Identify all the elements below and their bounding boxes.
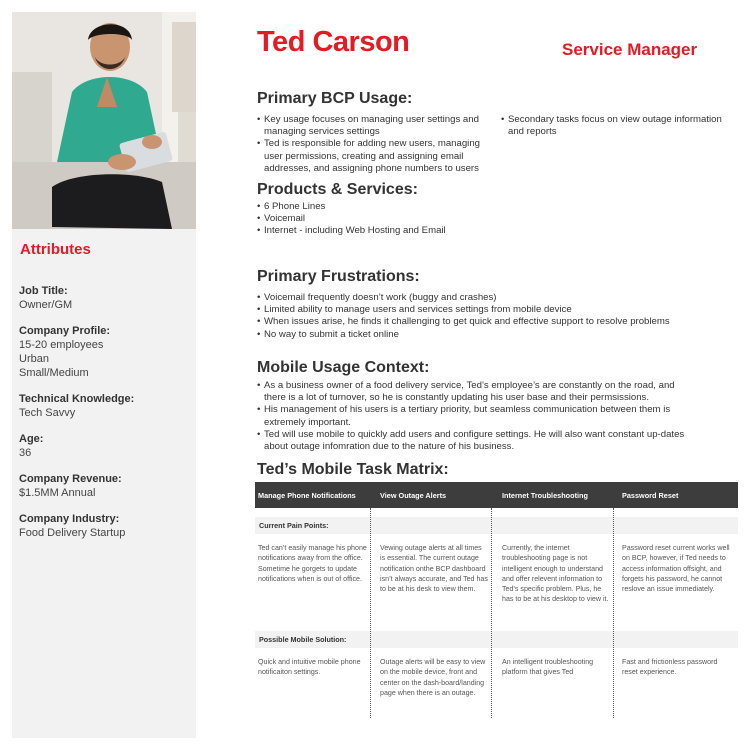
pain-points-row xyxy=(255,543,738,629)
attribute-label: Technical Knowledge: xyxy=(19,393,135,405)
list-item: • Voicemail xyxy=(257,213,727,225)
attribute-value: Urban xyxy=(19,353,49,365)
list-item: • As a business owner of a food delivery service, Ted’s employee’s are constantly on the road, and there is a lot of turnover, so he is constantly updating his user base and their permsissions. xyxy=(257,380,693,404)
frustrations-list xyxy=(257,292,737,341)
table-cell: Password reset current works well on BCP, however, if Ted needs to access information offsight, and forgets his password, he cannot reslove an issue immediately. xyxy=(622,544,730,594)
persona-photo xyxy=(12,12,196,229)
list-item: • No way to submit a ticket online xyxy=(257,329,737,341)
attribute-value: Owner/GM xyxy=(19,299,73,311)
attribute-job-title xyxy=(19,284,193,312)
task-matrix xyxy=(255,482,738,698)
table-cell: An intelligent troubleshooting platform that gives Ted xyxy=(502,658,594,677)
list-item: • Limited ability to manage users and services settings from mobile device xyxy=(257,304,737,316)
list-item: • Secondary tasks focus on view outage information and reports xyxy=(501,114,737,138)
attribute-age xyxy=(19,432,193,460)
products-heading: Products & Services: xyxy=(257,181,418,198)
table-cell: Quick and intuitive mobile phone notificaiton settings. xyxy=(258,658,361,677)
attribute-value: Small/Medium xyxy=(19,367,89,379)
column-divider xyxy=(370,508,371,718)
matrix-header-row xyxy=(255,482,738,508)
solution-label: Possible Mobile Solution: xyxy=(255,631,738,648)
list-item: • When issues arise, he finds it challenging to get quick and effective support to resolve problems xyxy=(257,316,737,328)
attribute-label: Job Title: xyxy=(19,285,68,297)
list-item: • Key usage focuses on managing user settings and managing services settings xyxy=(257,114,497,138)
matrix-heading: Ted’s Mobile Task Matrix: xyxy=(257,461,449,478)
column-divider xyxy=(491,508,492,718)
attribute-value: $1.5MM Annual xyxy=(19,487,96,499)
attribute-value: Tech Savvy xyxy=(19,407,76,419)
table-cell: Ted can’t easily manage his phone notifications away from the office. Sometime he gorgets to update notifications when is out of office. xyxy=(258,544,367,583)
list-item: • Internet - including Web Hosting and Email xyxy=(257,225,727,237)
attribute-company-revenue xyxy=(19,472,193,500)
list-item: • 6 Phone Lines xyxy=(257,201,727,213)
frustrations-heading: Primary Frustrations: xyxy=(257,268,420,285)
sidebar xyxy=(12,12,196,738)
attribute-label: Company Industry: xyxy=(19,513,120,525)
bcp-usage-list-right xyxy=(501,114,737,138)
attribute-value: 15-20 employees xyxy=(19,339,104,351)
attribute-value: 36 xyxy=(19,447,32,459)
column-divider xyxy=(613,508,614,718)
matrix-column-header: View Outage Alerts xyxy=(380,490,447,500)
mobile-context-heading: Mobile Usage Context: xyxy=(257,359,430,376)
attribute-value: Food Delivery Startup xyxy=(19,527,126,539)
matrix-column-header: Manage Phone Notifications xyxy=(258,490,356,500)
matrix-column-header: Password Reset xyxy=(622,490,679,500)
products-list xyxy=(257,201,727,238)
matrix-column-header: Internet Troubleshooting xyxy=(502,490,588,500)
persona-name: Ted Carson xyxy=(257,26,410,58)
attribute-company-industry xyxy=(19,512,193,540)
persona-role: Service Manager xyxy=(562,40,698,59)
attribute-label: Company Revenue: xyxy=(19,473,122,485)
attribute-technical-knowledge xyxy=(19,392,193,420)
attribute-label: Age: xyxy=(19,433,44,445)
pain-points-label: Current Pain Points: xyxy=(255,517,738,534)
solution-row xyxy=(255,657,738,698)
list-item: • Voicemail frequently doesn’t work (buggy and crashes) xyxy=(257,292,737,304)
table-cell: Vewing outage alerts at all times is essential. The current outage notification onthe BCP dashboard isn’t always accurate, and Ted has to be at his desk to view them. xyxy=(380,544,488,594)
table-cell: Fast and frictionless password reset experience. xyxy=(622,658,718,677)
bcp-usage-list-left xyxy=(257,114,497,175)
bcp-usage-heading: Primary BCP Usage: xyxy=(257,90,413,107)
attribute-label: Company Profile: xyxy=(19,325,111,337)
list-item: • His management of his users is a tertiary priority, but seamless communication between them is extremely important. xyxy=(257,404,693,428)
attributes-list xyxy=(19,284,193,552)
table-cell: Outage alerts will be easy to view on the mobile device, front and center on the dash-board/landing page when there is an outage. xyxy=(380,658,486,697)
persona-photo-illustration xyxy=(12,12,196,229)
list-item: • Ted is responsible for adding new users, managing user permissions, creating and assigning email addresses, and assigning phone numbers to users xyxy=(257,138,497,175)
attribute-company-profile xyxy=(19,324,193,380)
mobile-context-list xyxy=(257,380,693,453)
attributes-title: Attributes xyxy=(20,241,91,258)
list-item: • Ted will use mobile to quickly add users and configure settings. He will also want constant up-dates about outage infomration due to the nature of his business. xyxy=(257,429,693,453)
table-cell: Currently, the internet troubleshooting page is not intelligent enough to understand and offer relevent information to Ted’s specific problem. Plus, he has to be at his desktop to view it. xyxy=(502,544,609,604)
